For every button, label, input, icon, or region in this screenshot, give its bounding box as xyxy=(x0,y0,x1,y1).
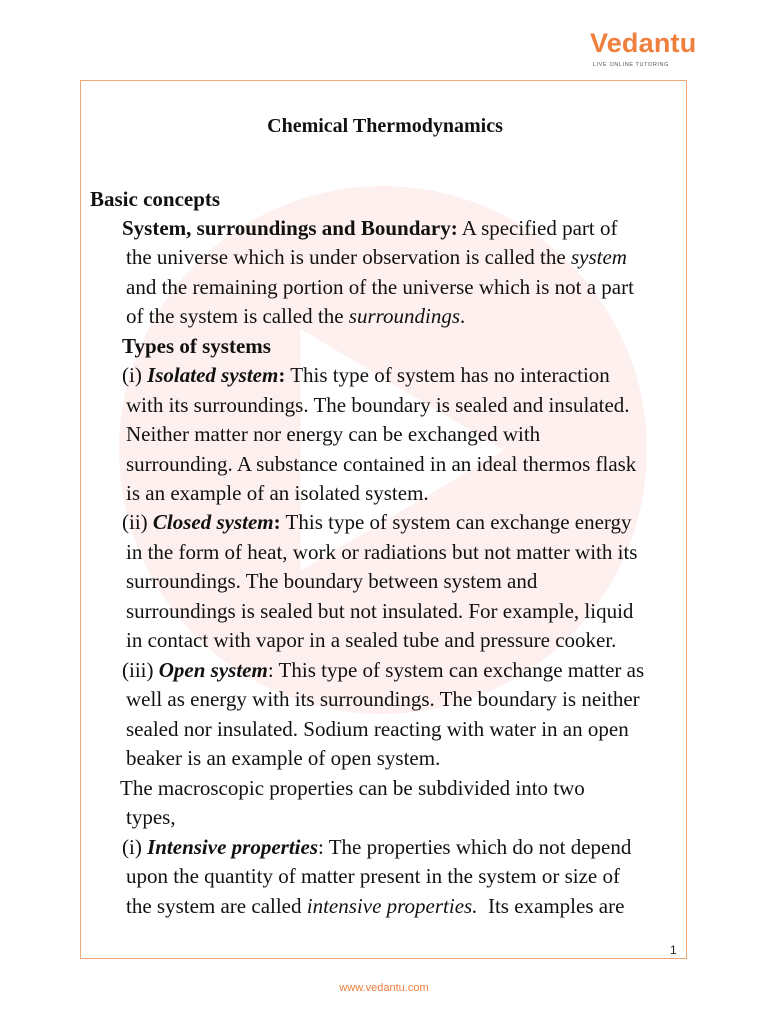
item-number: (ii) xyxy=(122,510,153,534)
paragraph-line: in the form of heat, work or radiations but not matter with its xyxy=(126,540,638,564)
subheading-types: Types of systems xyxy=(122,334,271,358)
italic-term: surroundings xyxy=(348,304,461,328)
term: Closed system xyxy=(152,510,274,534)
document-title: Chemical Thermodynamics xyxy=(267,115,503,137)
colon: : xyxy=(278,363,286,387)
text: : The properties which do not depend xyxy=(318,835,632,859)
paragraph-line: Neither matter nor energy can be exchanged with xyxy=(126,422,541,446)
italic-term: intensive properties. xyxy=(306,894,478,918)
paragraph-line: and the remaining portion of the universe which is not a part xyxy=(126,275,634,299)
list-item-open xyxy=(122,656,644,686)
page-number: 1 xyxy=(670,943,677,957)
list-item-isolated xyxy=(122,361,610,391)
footer-url[interactable]: www.vedantu.com xyxy=(339,982,429,994)
text: the system are called xyxy=(126,894,307,918)
paragraph-line xyxy=(122,214,618,244)
paragraph-line xyxy=(126,302,465,332)
paragraph-line: The macroscopic properties can be subdivided into two xyxy=(120,776,585,800)
paragraph-line: is an example of an isolated system. xyxy=(126,481,429,505)
paragraph-line: well as energy with its surroundings. The boundary is neither xyxy=(126,687,640,711)
text: the universe which is under observation is called the xyxy=(126,245,571,269)
term-heading: System, surroundings and Boundary: xyxy=(122,216,458,240)
list-item-intensive xyxy=(122,833,631,863)
term: Open system xyxy=(158,658,268,682)
text: . xyxy=(460,304,466,328)
list-item-closed xyxy=(122,508,632,538)
paragraph-line: surroundings. The boundary between system and xyxy=(126,569,538,593)
paragraph-line: in contact with vapor in a sealed tube and pressure cooker. xyxy=(126,628,617,652)
paragraph-line: types, xyxy=(126,805,176,829)
item-number: (i) xyxy=(122,363,148,387)
logo-wordmark: Vedantu xyxy=(590,28,697,58)
text: : This type of system can exchange matter as xyxy=(267,658,645,682)
paragraph-line: surrounding. A substance contained in an ideal thermos flask xyxy=(126,452,637,476)
term: Intensive properties xyxy=(147,835,318,859)
logo-tagline: LIVE ONLINE TUTORING xyxy=(593,62,669,68)
paragraph-line: with its surroundings. The boundary is sealed and insulated. xyxy=(126,393,630,417)
item-number: (i) xyxy=(122,835,148,859)
section-heading: Basic concepts xyxy=(90,187,221,211)
colon: : xyxy=(273,510,281,534)
paragraph-line xyxy=(126,243,627,273)
paragraph-line: beaker is an example of open system. xyxy=(126,746,441,770)
text: Its examples are xyxy=(477,894,625,918)
vedantu-logo xyxy=(590,28,697,72)
paragraph-line: sealed nor insulated. Sodium reacting with water in an open xyxy=(126,717,629,741)
text: A specified part of xyxy=(457,216,618,240)
text: This type of system can exchange energy xyxy=(280,510,632,534)
item-number: (iii) xyxy=(122,658,159,682)
italic-term: system xyxy=(570,245,627,269)
paragraph-line: upon the quantity of matter present in the system or size of xyxy=(126,864,620,888)
term: Isolated system xyxy=(147,363,279,387)
text: This type of system has no interaction xyxy=(285,363,610,387)
paragraph-line xyxy=(126,892,624,922)
text: of the system is called the xyxy=(126,304,349,328)
paragraph-line: surroundings is sealed but not insulated. For example, liquid xyxy=(126,599,634,623)
